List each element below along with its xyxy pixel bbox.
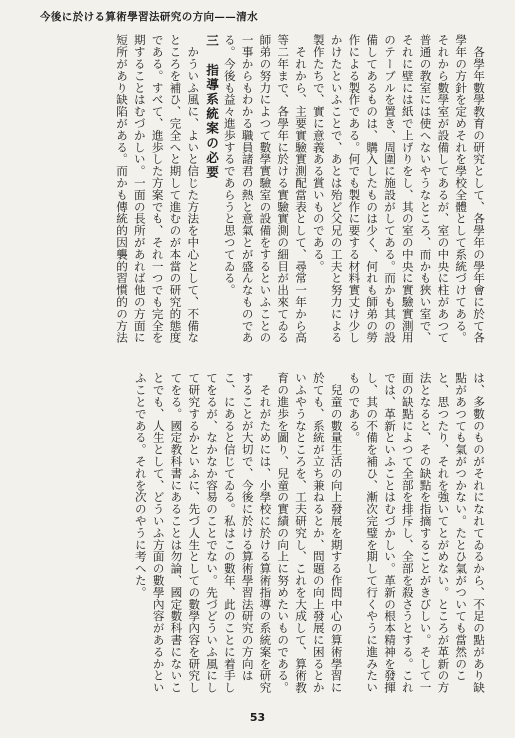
upper-paragraph-1: 各學年數學教育の研究として、各學年の學年會に於て各學年の方針を定めそれを學校全體として系統づけてある。それから數學室が設備してあるが、室の中央に柱があつて普通の教室には使へないやうなところ、而かも狹い室で、それに壁には紙で上げりをし、其の室の中央に實驗實測用のテーブルを置き、周圍に施設がしてある。而かも其の設備してあるものは、購入したものは少く、何れも師弟の勞作による製作である。何でも製作に要する材料實丈け少しかけたといふことで、あとは殆ど父兄の工夫と努力による製作たちで、實に意義ある賞いものである。 (311, 34, 486, 344)
upper-paragraph-3: かういふ風に、よいと信じた方法を中心として、不備なところを補ひ、完全へと期して進むのが本當の研究的態度である。すべて、進歩した方案でも、それ一つでも完全を期することはむづかしい。一面の長所があれば他の方面に短所があり缺陷がある。而かも傳統的因襲的習慣的の方法 (115, 34, 201, 344)
section-heading: 三 指導系統案の必要 (204, 34, 220, 180)
lower-paragraph-1: は、多數のものがそれになれてゐるから、不足の點があり缺點があつても氣がつかない。たとひ氣がついても當然のこと、思つたり、それを強いてとがめない。ところが革新の方法となると、その缺點を指摘することがきびしい。そして一面の缺點によつて全部を排斥し、全部を殺さうとする。これでは、革新といふことはむづかしい。革新の根本精神を發揮し、其の不備を補ひ、漸次完璧を期して行くやうに進みたいものである。 (347, 372, 486, 694)
page-number: 53 (249, 711, 266, 724)
upper-text-block (46, 34, 487, 352)
lower-paragraph-3: それがためには、小學校に於ける算術指導の系統案を研究することが大切で、今後に於ける算術學習法研究の方向はこ、にあると信じてゐる。私はこの數年、此のことに着手してをるが、なかなか容易のことでない。先づどういふ風にして研究するかといふに、先づ人生としての數學內容を研究してをる。國定教科書にあることは勿論、國定數科書にないことでも、人生として、どういふ方面の數學內容があるかといふことである。それを次のやうに考へた。 (133, 372, 273, 694)
upper-paragraph-2: それから、主要實驗實測配當表として、尋常一年から高等二年まで、各學年に於ける實驗實測の細目が出來てゐる師弟の努力によつて數學實驗室の設備をするといふことの一事からもわかる職員諸君の熱と意氣とが盛んなものである。今後も益々進歩するであらうと思つてゐる。 (222, 34, 309, 344)
lower-text-block (46, 372, 487, 705)
running-head-title: 今後に於ける算術學習法研究の方向——清水 (40, 11, 258, 23)
lower-paragraph-2: 兒童の數量生活の向上發展を期する作問中心の算術學習に於ても、系統が立ち兼ねるとか、問題の向上發展に困るとかいふやうなところを、工夫研究し、これを大成して、算術教育の進歩を圖り、兒童の實績の向上に努めたいものである。 (276, 372, 344, 694)
